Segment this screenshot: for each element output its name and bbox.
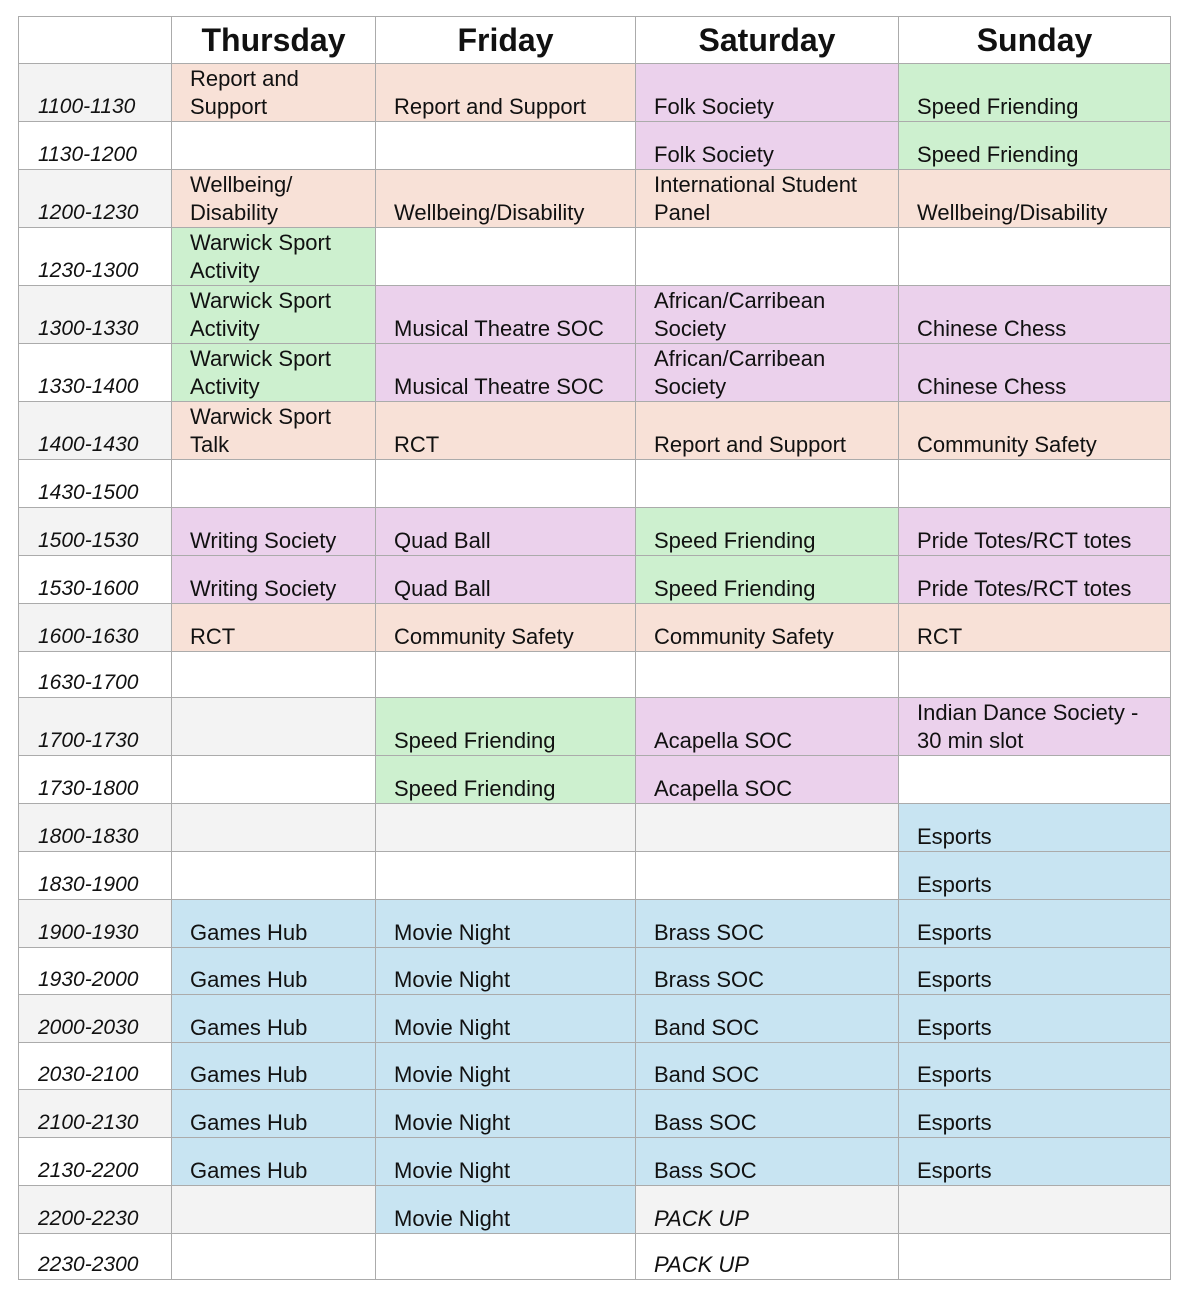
table-row bbox=[19, 995, 1171, 1043]
event-cell bbox=[376, 652, 636, 698]
event-cell bbox=[172, 698, 376, 756]
event-cell: African/Carribean Society bbox=[636, 344, 899, 402]
event-cell: RCT bbox=[172, 604, 376, 652]
event-cell: Warwick Sport Activity bbox=[172, 286, 376, 344]
event-cell: Games Hub bbox=[172, 948, 376, 995]
table-row bbox=[19, 1186, 1171, 1234]
event-cell: Warwick Sport Activity bbox=[172, 228, 376, 286]
event-cell: RCT bbox=[376, 402, 636, 460]
event-cell: Esports bbox=[899, 1090, 1171, 1138]
table-row bbox=[19, 228, 1171, 286]
event-cell: Pride Totes/RCT totes bbox=[899, 508, 1171, 556]
event-cell: PACK UP bbox=[636, 1186, 899, 1234]
event-cell bbox=[172, 804, 376, 852]
event-cell bbox=[899, 652, 1171, 698]
table-row bbox=[19, 556, 1171, 604]
time-slot-cell: 1900-1930 bbox=[19, 900, 172, 948]
event-cell: Band SOC bbox=[636, 1043, 899, 1090]
event-cell: Esports bbox=[899, 1043, 1171, 1090]
table-row bbox=[19, 948, 1171, 995]
event-cell: Chinese Chess bbox=[899, 286, 1171, 344]
event-cell: Community Safety bbox=[636, 604, 899, 652]
event-cell: Esports bbox=[899, 900, 1171, 948]
event-cell bbox=[899, 756, 1171, 804]
event-cell: Report and Support bbox=[172, 64, 376, 122]
table-row bbox=[19, 508, 1171, 556]
table-row bbox=[19, 170, 1171, 228]
event-cell: Brass SOC bbox=[636, 948, 899, 995]
event-cell: Speed Friending bbox=[376, 756, 636, 804]
time-slot-cell: 1430-1500 bbox=[19, 460, 172, 508]
time-slot-cell: 1730-1800 bbox=[19, 756, 172, 804]
time-slot-cell: 1500-1530 bbox=[19, 508, 172, 556]
table-row bbox=[19, 460, 1171, 508]
event-cell bbox=[172, 852, 376, 900]
event-cell: Esports bbox=[899, 948, 1171, 995]
event-cell bbox=[376, 1234, 636, 1280]
event-cell bbox=[376, 228, 636, 286]
event-cell bbox=[172, 460, 376, 508]
event-cell: Games Hub bbox=[172, 995, 376, 1043]
event-cell: Movie Night bbox=[376, 1090, 636, 1138]
time-slot-cell: 1600-1630 bbox=[19, 604, 172, 652]
event-cell bbox=[376, 122, 636, 170]
event-cell bbox=[172, 1234, 376, 1280]
time-slot-cell: 1700-1730 bbox=[19, 698, 172, 756]
event-cell: Movie Night bbox=[376, 1138, 636, 1186]
table-row bbox=[19, 652, 1171, 698]
day-header-sunday: Sunday bbox=[899, 17, 1171, 64]
event-cell: Report and Support bbox=[636, 402, 899, 460]
event-cell: Brass SOC bbox=[636, 900, 899, 948]
event-cell: Community Safety bbox=[899, 402, 1171, 460]
event-cell bbox=[172, 652, 376, 698]
event-cell: PACK UP bbox=[636, 1234, 899, 1280]
table-row bbox=[19, 1138, 1171, 1186]
event-cell: Pride Totes/RCT totes bbox=[899, 556, 1171, 604]
event-cell: Speed Friending bbox=[636, 556, 899, 604]
event-cell: Games Hub bbox=[172, 1090, 376, 1138]
table-row bbox=[19, 64, 1171, 122]
table-row bbox=[19, 402, 1171, 460]
event-cell: Movie Night bbox=[376, 1186, 636, 1234]
event-cell: Indian Dance Society - 30 min slot bbox=[899, 698, 1171, 756]
event-cell bbox=[376, 804, 636, 852]
event-cell: Wellbeing/Disability bbox=[899, 170, 1171, 228]
event-cell: Quad Ball bbox=[376, 508, 636, 556]
event-cell: African/Carribean Society bbox=[636, 286, 899, 344]
table-row bbox=[19, 1043, 1171, 1090]
event-cell: Esports bbox=[899, 995, 1171, 1043]
time-slot-cell: 1630-1700 bbox=[19, 652, 172, 698]
event-cell bbox=[636, 228, 899, 286]
table-row bbox=[19, 604, 1171, 652]
time-slot-cell: 1930-2000 bbox=[19, 948, 172, 995]
event-cell bbox=[899, 460, 1171, 508]
time-slot-cell: 1800-1830 bbox=[19, 804, 172, 852]
event-cell: Chinese Chess bbox=[899, 344, 1171, 402]
table-row bbox=[19, 1090, 1171, 1138]
time-slot-cell: 2030-2100 bbox=[19, 1043, 172, 1090]
event-cell: Writing Society bbox=[172, 556, 376, 604]
table-row bbox=[19, 900, 1171, 948]
event-cell: Wellbeing/ Disability bbox=[172, 170, 376, 228]
event-cell bbox=[899, 1186, 1171, 1234]
event-cell: Speed Friending bbox=[636, 508, 899, 556]
time-slot-cell: 2000-2030 bbox=[19, 995, 172, 1043]
time-slot-cell: 2100-2130 bbox=[19, 1090, 172, 1138]
event-cell: Movie Night bbox=[376, 1043, 636, 1090]
event-cell: Community Safety bbox=[376, 604, 636, 652]
event-cell: Games Hub bbox=[172, 1138, 376, 1186]
event-cell bbox=[636, 460, 899, 508]
event-cell bbox=[172, 756, 376, 804]
event-cell: RCT bbox=[899, 604, 1171, 652]
table-row bbox=[19, 344, 1171, 402]
event-cell bbox=[636, 804, 899, 852]
table-row bbox=[19, 698, 1171, 756]
event-cell bbox=[899, 228, 1171, 286]
event-cell: International Student Panel bbox=[636, 170, 899, 228]
table-row bbox=[19, 286, 1171, 344]
event-cell: Speed Friending bbox=[899, 122, 1171, 170]
event-cell: Acapella SOC bbox=[636, 756, 899, 804]
schedule-table bbox=[18, 16, 1171, 1280]
schedule-body bbox=[19, 64, 1171, 1280]
table-row bbox=[19, 852, 1171, 900]
event-cell: Movie Night bbox=[376, 995, 636, 1043]
table-row bbox=[19, 804, 1171, 852]
event-cell: Quad Ball bbox=[376, 556, 636, 604]
time-slot-cell: 1200-1230 bbox=[19, 170, 172, 228]
time-slot-cell: 2200-2230 bbox=[19, 1186, 172, 1234]
event-cell: Speed Friending bbox=[376, 698, 636, 756]
event-cell: Report and Support bbox=[376, 64, 636, 122]
table-row bbox=[19, 122, 1171, 170]
table-row bbox=[19, 756, 1171, 804]
event-cell: Bass SOC bbox=[636, 1090, 899, 1138]
time-slot-cell: 1400-1430 bbox=[19, 402, 172, 460]
table-row bbox=[19, 1234, 1171, 1280]
header-row bbox=[19, 17, 1171, 64]
event-cell: Warwick Sport Activity bbox=[172, 344, 376, 402]
event-cell: Band SOC bbox=[636, 995, 899, 1043]
event-cell: Esports bbox=[899, 1138, 1171, 1186]
time-slot-cell: 2230-2300 bbox=[19, 1234, 172, 1280]
event-cell bbox=[376, 460, 636, 508]
event-cell bbox=[172, 122, 376, 170]
time-slot-cell: 1530-1600 bbox=[19, 556, 172, 604]
event-cell bbox=[899, 1234, 1171, 1280]
event-cell: Games Hub bbox=[172, 1043, 376, 1090]
event-cell: Musical Theatre SOC bbox=[376, 344, 636, 402]
time-slot-cell: 1330-1400 bbox=[19, 344, 172, 402]
event-cell bbox=[172, 1186, 376, 1234]
event-cell: Folk Society bbox=[636, 64, 899, 122]
time-slot-cell: 1830-1900 bbox=[19, 852, 172, 900]
event-cell: Esports bbox=[899, 852, 1171, 900]
time-slot-cell: 1130-1200 bbox=[19, 122, 172, 170]
event-cell: Movie Night bbox=[376, 900, 636, 948]
corner-cell bbox=[19, 17, 172, 64]
event-cell bbox=[636, 652, 899, 698]
day-header-thursday: Thursday bbox=[172, 17, 376, 64]
time-slot-cell: 1300-1330 bbox=[19, 286, 172, 344]
event-cell: Esports bbox=[899, 804, 1171, 852]
time-slot-cell: 2130-2200 bbox=[19, 1138, 172, 1186]
event-cell: Movie Night bbox=[376, 948, 636, 995]
event-cell: Acapella SOC bbox=[636, 698, 899, 756]
time-slot-cell: 1100-1130 bbox=[19, 64, 172, 122]
event-cell: Wellbeing/Disability bbox=[376, 170, 636, 228]
event-cell: Games Hub bbox=[172, 900, 376, 948]
event-cell: Bass SOC bbox=[636, 1138, 899, 1186]
event-cell: Warwick Sport Talk bbox=[172, 402, 376, 460]
event-cell bbox=[636, 852, 899, 900]
event-cell: Speed Friending bbox=[899, 64, 1171, 122]
day-header-saturday: Saturday bbox=[636, 17, 899, 64]
event-cell bbox=[376, 852, 636, 900]
day-header-friday: Friday bbox=[376, 17, 636, 64]
event-cell: Writing Society bbox=[172, 508, 376, 556]
event-cell: Musical Theatre SOC bbox=[376, 286, 636, 344]
time-slot-cell: 1230-1300 bbox=[19, 228, 172, 286]
event-cell: Folk Society bbox=[636, 122, 899, 170]
